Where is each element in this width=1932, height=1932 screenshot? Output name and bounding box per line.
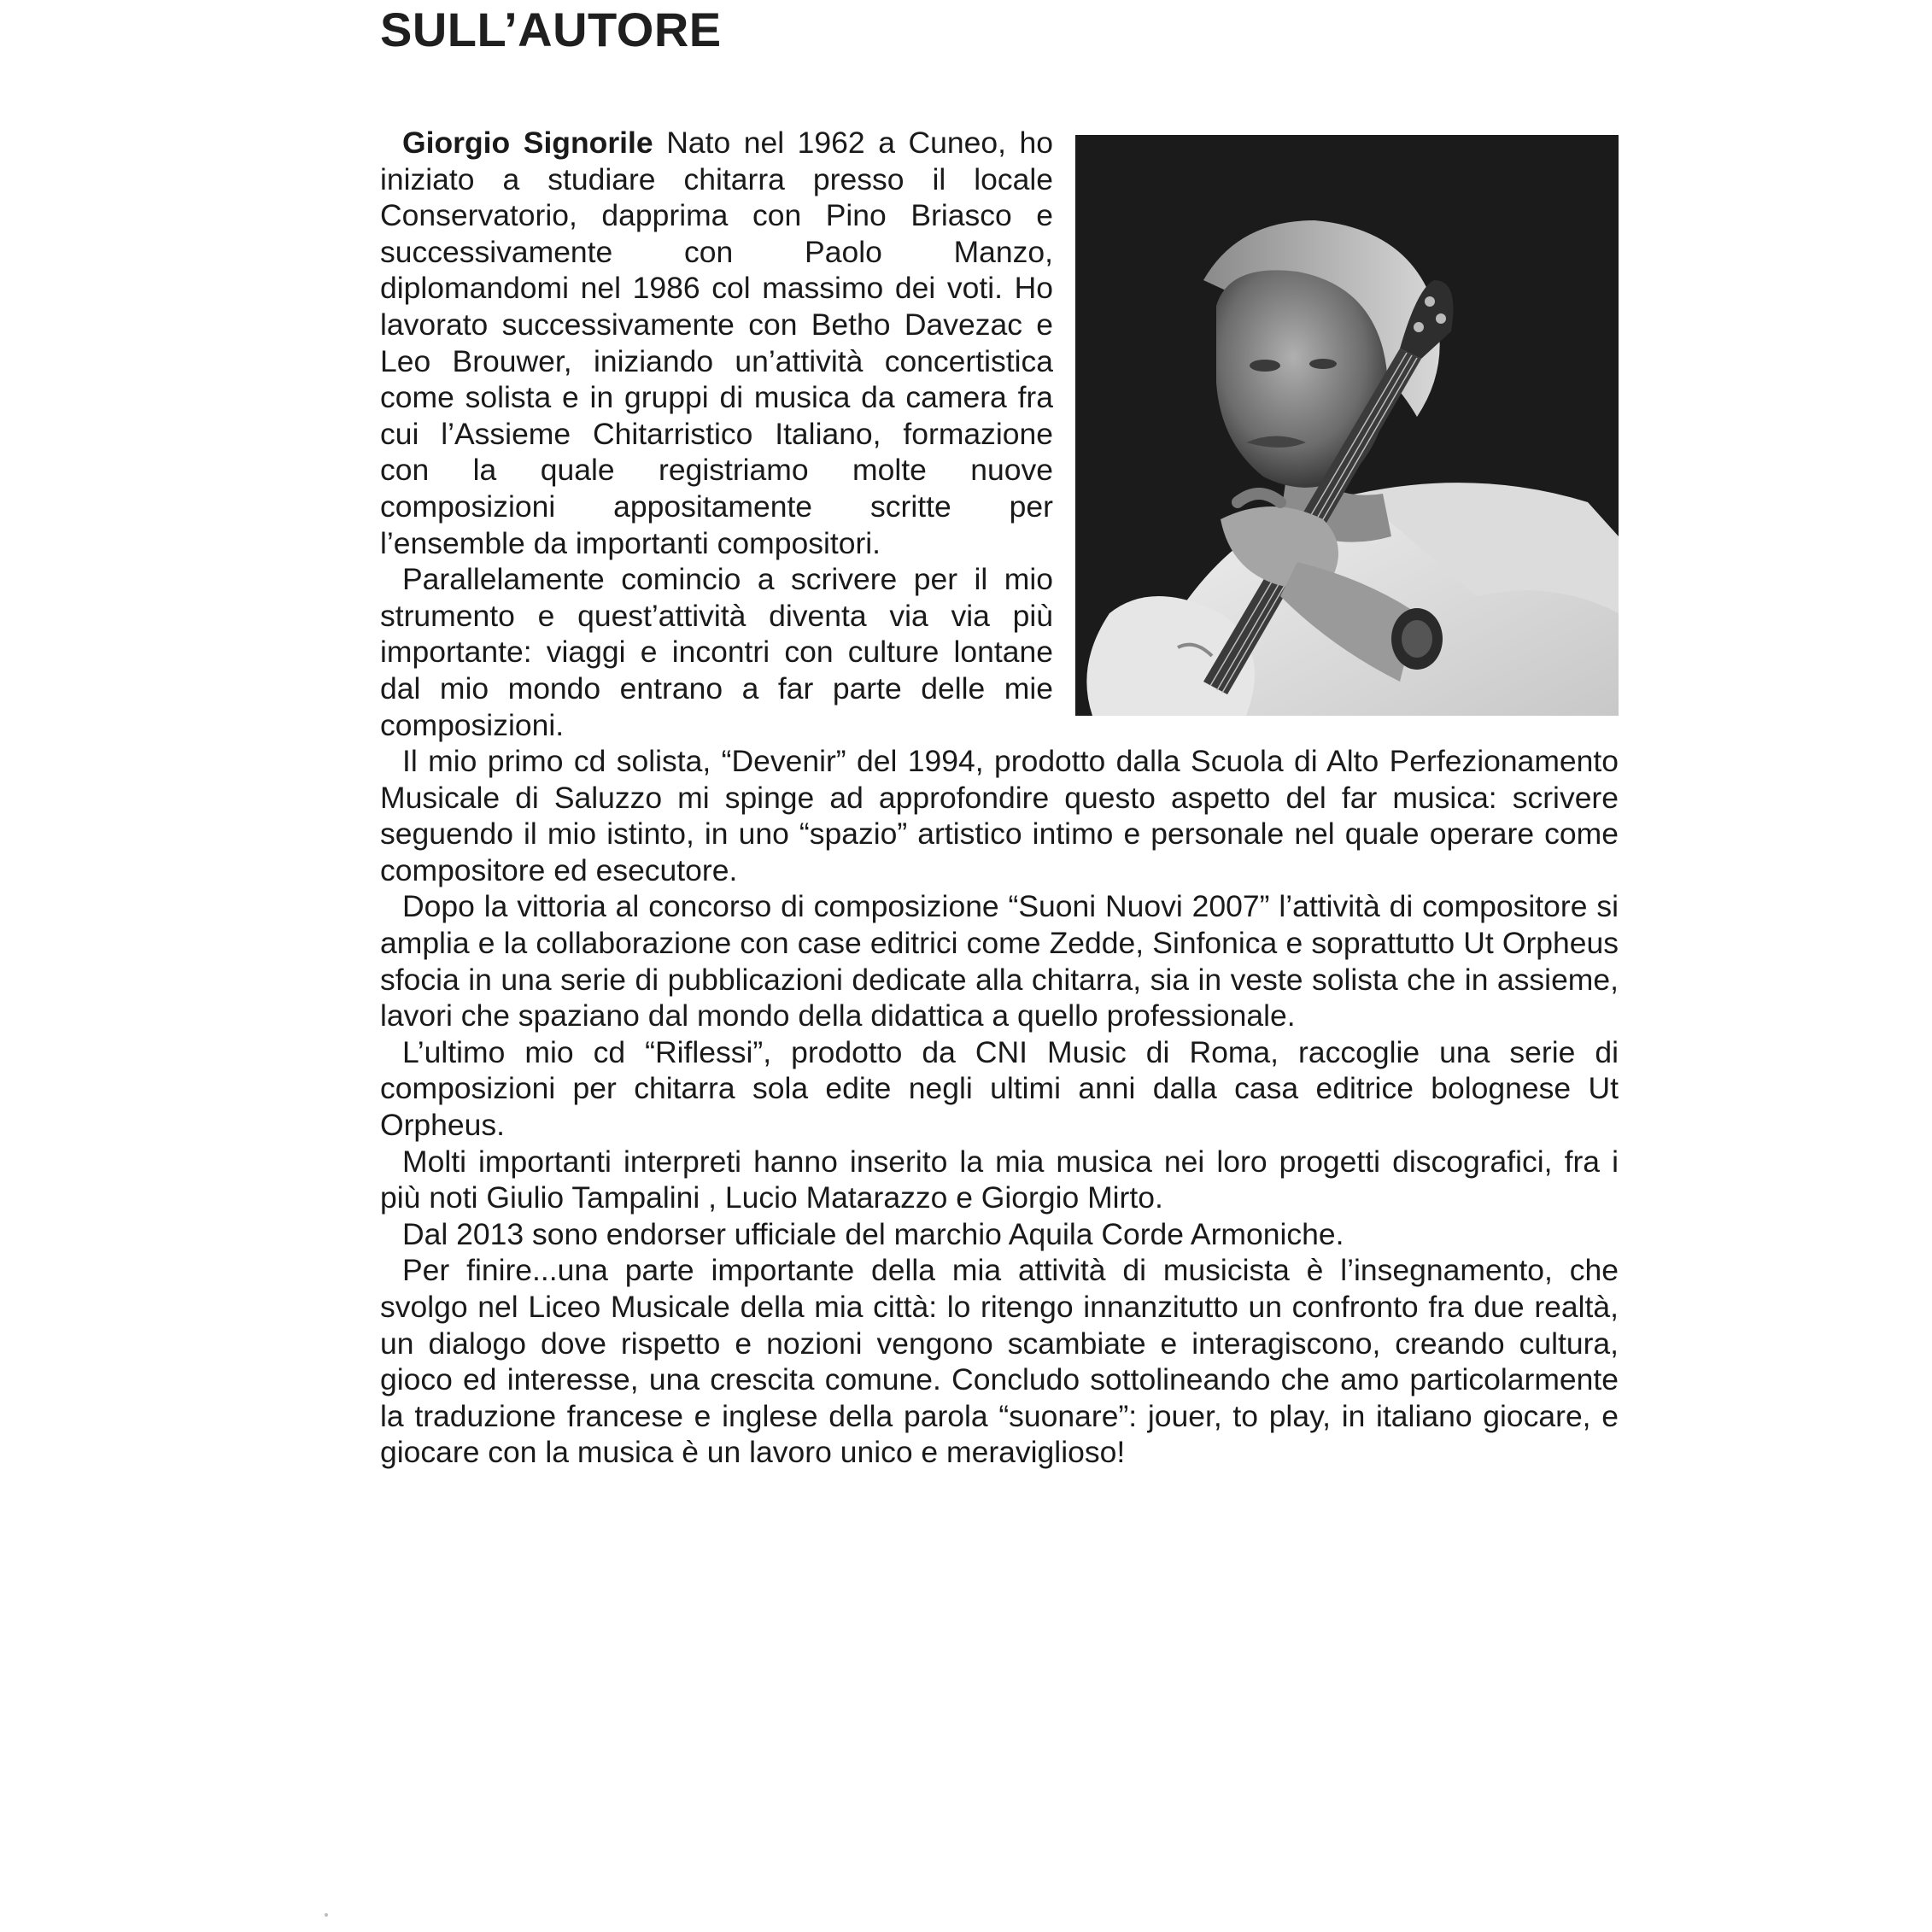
- paragraph: Parallelamente comincio a scrivere per il mio strumento e quest’attività diventa via via più importante: viaggi e incontri con culture lontane dal mio mondo entrano a far parte delle mie composizioni.: [380, 562, 1053, 742]
- paragraph: Il mio primo cd solista, “Devenir” del 1994, prodotto dalla Scuola di Alto Perfezionamento Musicale di Saluzzo mi spinge ad approfondire questo aspetto del far musica: scrivere seguendo il mio istinto, in uno “spazio” artistico intimo e personale nel quale operare come compositore ed esecutore.: [380, 744, 1619, 887]
- guitarist-photo-icon: [1075, 135, 1619, 716]
- biography-text: [380, 125, 1619, 1471]
- author-name: Giorgio Signorile: [402, 126, 653, 160]
- paragraph: Molti importanti interpreti hanno inserito la mia musica nei loro progetti discografici, fra i più noti Giulio Tampalini , Lucio Matarazzo e Giorgio Mirto.: [380, 1144, 1619, 1215]
- author-photo: [1075, 135, 1619, 716]
- paragraph: Dopo la vittoria al concorso di composizione “Suoni Nuovi 2007” l’attività di compositore si amplia e la collaborazione con case editrici come Zedde, Sinfonica e soprattutto Ut Orpheus sfocia in una serie di pubblicazioni dedicate alla chitarra, sia in veste solista che in assieme, lavori che spaziano dal mondo della didattica a quello professionale.: [380, 889, 1619, 1033]
- paragraph-text: Nato nel 1962 a Cuneo, ho iniziato a studiare chitarra presso il locale Conservatorio, dapprima con Pino Briasco e successivamente con Paolo Manzo, diplomandomi nel 1986 col massimo dei voti. Ho lavorato successivamente con Betho Davezac e Leo Brouwer, iniziando un’attività concertistica come solista e in gruppi di musica da camera fra cui l’Assieme Chitarristico Italiano, formazione con la quale registriamo molte nuove composizioni appositamente scritte per l’ensemble da importanti compositori.: [380, 126, 1053, 560]
- paragraph: Dal 2013 sono endorser ufficiale del marchio Aquila Corde Armoniche.: [402, 1216, 1344, 1251]
- page-title: SULL’AUTORE: [380, 3, 722, 56]
- paragraph: L’ultimo mio cd “Riflessi”, prodotto da CNI Music di Roma, raccoglie una serie di composizioni per chitarra sola edite negli ultimi anni dalla casa editrice bolognese Ut Orpheus.: [380, 1034, 1619, 1143]
- paragraph: Per finire...una parte importante della mia attività di musicista è l’insegnamento, che svolgo nel Liceo Musicale della mia città: lo ritengo innanzitutto un confronto fra due realtà, un dialogo dove rispetto e nozioni vengono scambiate e interagiscono, creando cultura, gioco ed interesse, una crescita comune. Concludo sottolineando che amo particolarmente la traduzione francese e inglese della parola “suonare”: jouer, to play, in italiano giocare, e giocare con la musica è un lavoro unico e meraviglioso!: [380, 1253, 1619, 1470]
- scan-speck: [325, 1913, 328, 1917]
